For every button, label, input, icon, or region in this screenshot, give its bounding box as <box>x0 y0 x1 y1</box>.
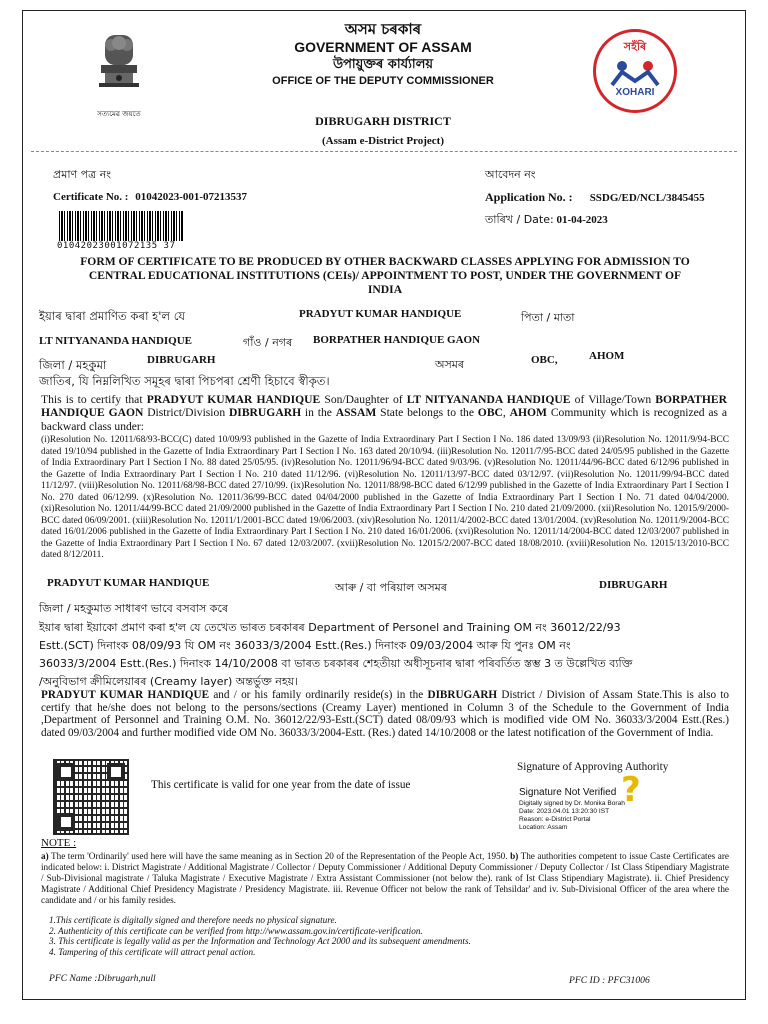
note-text <box>41 851 729 906</box>
note-label: NOTE : <box>41 837 77 849</box>
certify-text-6: State belongs to the <box>380 406 474 420</box>
validity-text: This certificate is valid for one year from the date of issue <box>151 779 411 791</box>
certify-text-2: Son/Daughter of <box>324 393 403 406</box>
state-emblem <box>91 31 147 118</box>
emblem-caption: সত্যমেৱ জয়তে <box>97 110 141 118</box>
residence-line-3: ইয়াৰ দ্বাৰা ইয়াকো প্ৰমাণ কৰা হ'ল যে তেখেত ভাৰত চৰকাৰৰ Department of Personel and Training OM নং 36012/22/93 <box>39 621 621 634</box>
certify-text-7: , <box>502 406 506 420</box>
village-name: BORPATHER HANDIQUE GAON <box>313 334 481 346</box>
barcode <box>59 211 183 241</box>
disclaimer-2: 2. Authenticity of this certificate can be verified from http://www.assam.gov.in/certificate-verification. <box>49 925 423 936</box>
application-number: SSDG/ED/NCL/3845455 <box>589 192 705 204</box>
residence-english-name: PRADYUT KUMAR HANDIQUE <box>41 689 210 701</box>
certify-category: OBC <box>477 406 503 420</box>
disclaimer-3: 3. This certificate is legally valid as per the Information and Technology Act 2000 and its subsequent amendments. <box>49 936 471 947</box>
certify-text-3: of Village/Town <box>574 393 652 406</box>
signature-line-2: Date: 2023.04.01 13:20:30 IST <box>519 808 610 815</box>
note-b-text: The authorities competent to issue Caste Certificates are indicated below: i. District Magistrate / Additional Magistrate / Collector / Deputy Commissioner / Additional Deputy Commissioner / Deputy Collector / Ist Class Stipendiary Magistrate / Sub-Divisional magistrate / Taluka Magistrate / Executive Magistrate / Extra Assistant Commissioner (not below the). rank of Ist Class Stipendiary Magistrate). ii. Chief Presidency Magistrate / Additional Chief Presidency Magistrate / Presidency Magistrate. iii. Revenue Officer not below the rank of Tehsildar' and iv. Sub-Divisional Officer of the area where the candidate and / or his family resides. <box>41 851 729 905</box>
district-label: জিলা / মহকুমা <box>39 358 107 372</box>
category: OBC, <box>531 354 558 366</box>
state-as: অসমৰ <box>435 358 465 371</box>
qr-code <box>53 759 129 835</box>
application-label: Application No. : <box>485 190 573 204</box>
office-title: OFFICE OF THE DEPUTY COMMISSIONER <box>272 75 494 87</box>
signature-not-verified: Signature Not Verified <box>519 787 617 798</box>
residence-line-4: Estt.(SCT) দিনাংক 08/09/93 যি OM নং 36033/3/2004 Estt.(Res.) দিনাংক 09/03/2004 আৰু যি পুনঃ OM নং <box>39 639 571 652</box>
certificate-number: 01042023-001-07213537 <box>135 191 248 203</box>
digital-signature-box <box>519 787 689 837</box>
application-label-as: আবেদন নং <box>485 168 536 181</box>
certify-text-1: This is to certify that <box>41 393 143 406</box>
certify-state: ASSAM <box>335 406 377 420</box>
applicant-name: PRADYUT KUMAR HANDIQUE <box>299 308 462 320</box>
resolutions-paragraph: (i)Resolution No. 12011/68/93-BCC(C) dated 10/09/93 published in the Gazette of India Extraordinary Part I Section I No. 186 dated 13/09/93 (ii)Resolution No. 12011/9/94-BCC dated 19/10/94 published in the Gazette of India Extraordinary Part I Section I No. 163 dated 20/10/94. (iii)Resolution No. 12011/7/95-BCC dated 24/05/95 published in the Gazette of India Extraordinary Part I Section I No. 88 dated 25/05/95. (iv)Resolution No. 12011/96/94-BCC dated 9/03/96. (v)Resolution No. 12011/44/96-BCC dated 6/12/96 published in the Gazette of India Extraordinary Part I Section I No. 210 dated 11/12/96. (vi)Resolution No. 12011/13/97-BCC dated 03/12/97. (vii)Resolution No. 12011/99/94-BCC dated 11/12/97. (viii)Resolution No. 12011/68/98-BCC dated 27/10/99. (ix)Resolution No. 12011/88/98-BCC dated 6/12/99 published in the Gazette of India Extraordinary Part I Section I No. 270 dated 06/12/99. (x)Resolution No. 12011/36/99-BCC dated 04/04/2000 published in the Gazette of India Extraordinary Part I Section I No. 71 dated 04/04/2000. (xi)Resolution No. 12011/44/99-BCC dated 21/09/2000 published in the Gazette of India Extraordinary Part I Section I No. 210 dated 21/09/2000. (xii)Resolution No. 12015/9/2000-BCC dated 06/09/2001. (xiii)Resolution No. 12011/1/2001-BCC dated 19/06/2003. (xiv)Resolution No. 12011/4/2002-BCC dated 13/01/2004. (xv)Resolution No. 12011/9/2004-BCC dated 16/01/2006 published in the Gazette of India Extraordinary Part I Section I No. 210 dated 16/01/2006. (xvi)Resolution No. 12011/14/2004-BCC dated 12/03/2007 published in the Gazette of India Extraordinary Part I Section I No. 67 dated 12/03/2007. (xvii)Resolution No. 12015/2/2007-BCC dated 18/08/2010. (xviii)Resolution No. 12015/13/2010-BCC dated 8/12/2011. <box>41 435 729 560</box>
residence-name: PRADYUT KUMAR HANDIQUE <box>47 577 210 589</box>
signature-line-1: Digitally signed by Dr. Monika Borah <box>519 800 625 807</box>
xohari-bottom-text: XOHARI <box>615 87 655 98</box>
community: AHOM <box>589 350 625 362</box>
district-name: DIBRUGARH <box>147 354 216 366</box>
certify-prefix-as: ইয়াৰ দ্বাৰা প্ৰমাণিত কৰা হ'ল যে <box>39 309 186 323</box>
approving-authority-label: Signature of Approving Authority <box>517 761 669 773</box>
question-mark-icon: ? <box>621 770 641 810</box>
people-icon <box>596 57 674 87</box>
barcode-text: 01042023001072135 37 <box>57 241 176 251</box>
pfc-id: PFC ID : PFC31006 <box>569 975 650 986</box>
note-b-label: b) <box>510 851 519 861</box>
disclaimers <box>49 915 729 957</box>
project-title: (Assam e-District Project) <box>322 135 444 147</box>
residence-line-2: জিলা / মহকুমাত সাধাৰণ ভাবে বসবাস কৰে <box>39 602 229 615</box>
disclaimer-1: 1.This certificate is digitally signed and therefore needs no physical signature. <box>49 915 337 925</box>
father-label: পিতা / মাতা <box>521 311 575 324</box>
issue-date: 01-04-2023 <box>556 214 608 226</box>
certificate-label-as: প্ৰমাণ পত্ৰ নং <box>53 168 112 181</box>
date-label: তাৰিখ / Date: <box>485 213 554 226</box>
residence-line-5: 36033/3/2004 Estt.(Res.) দিনাংক 14/10/2008 বা ভাৰত চৰকাৰৰ শেহতীয়া অধীসূচনাৰ দ্বাৰা পৰিবৰ্তিত স্তম্ভ 3 ত উল্লেখিত ব্যক্তি <box>39 657 633 670</box>
certify-community: AHOM <box>509 406 547 420</box>
residence-district: DIBRUGARH <box>599 579 668 591</box>
village-label: গাঁও / নগৰ <box>243 336 293 349</box>
lion-capital-icon <box>91 31 147 101</box>
xohari-top-text: সহঁৰি <box>623 40 647 53</box>
district-title: DIBRUGARH DISTRICT <box>315 114 451 128</box>
residence-family-label: আৰু / বা পৰিয়াল অসমৰ <box>335 581 447 594</box>
certify-village: BORPATHER HANDIQUE GAON <box>41 393 728 420</box>
english-residence-paragraph <box>41 689 729 739</box>
header-divider <box>31 151 737 152</box>
father-name: LT NITYANANDA HANDIQUE <box>39 335 193 347</box>
recognised-as: জাতিৰ, যি নিম্নলিখিত সমূহৰ দ্বাৰা পিচপৰা শ্ৰেণী হিচাবে স্বীকৃত। <box>39 374 330 388</box>
assamese-office-title: উপায়ুক্তৰ কাৰ্য্যালয় <box>332 57 434 72</box>
disclaimer-4: 4. Tampering of this certificate will attract penal action. <box>49 946 256 957</box>
residence-english-text-1: and / or his family ordinarily reside(s) in the <box>213 689 424 701</box>
residence-english-text-2: District / Division of Assam State.This is also to certify that he/she does not belong to the persons/sections (Creamy Layer) mentioned in Column 3 of the Schedule to the Government of India ,Department of Personnel and Training O.M. No. 36012/22/93-Estt.(SCT) dated 08/09/93 which is modified vide OM No. 36033/3/2004 Estt.(Res.) dated 09/03/2004 and further modified vide OM No. 36033/3/2004-Estt. (Res.) dated 14/10/2008 or the latest notification of the Government of India. <box>41 689 730 739</box>
pfc-name: PFC Name :Dibrugarh,null <box>49 973 156 984</box>
note-a-label: a) <box>41 851 49 861</box>
certify-name: PRADYUT KUMAR HANDIQUE <box>146 393 321 406</box>
signature-line-3: Reason: e-District Portal <box>519 816 591 823</box>
certificate-page <box>22 10 746 1000</box>
certify-text-8: Community which is recognized as a backward class under: <box>41 406 727 433</box>
certify-text-4: District/Division <box>147 406 226 420</box>
assamese-govt-title: অসম চৰকাৰ <box>344 20 422 38</box>
english-certify-paragraph <box>41 393 727 433</box>
residence-line-6: /অনুবিভাগ ক্ৰীমিলেয়াৰৰ (Creamy layer) অন্তৰ্ভুক্ত নহয়। <box>39 675 299 688</box>
form-title: FORM OF CERTIFICATE TO BE PRODUCED BY OTHER BACKWARD CLASSES APPLYING FOR ADMISSION TO CENTRAL EDUCATIONAL INSTITUTIONS (CEIs)/ APPOINTMENT TO POST, UNDER THE GOVERNMENT OF INDIA <box>80 255 690 296</box>
govt-title: GOVERNMENT OF ASSAM <box>294 39 472 55</box>
certify-text-5: in the <box>304 406 332 420</box>
xohari-logo <box>593 29 677 113</box>
signature-line-4: Location: Assam <box>519 824 568 831</box>
note-a-text: The term 'Ordinarily' used here will have the same meaning as in Section 20 of the Representation of the People Act, 1950. <box>51 851 508 861</box>
certificate-label: Certificate No. : <box>53 191 129 203</box>
certify-father: LT NITYANANDA HANDIQUE <box>406 393 571 406</box>
residence-english-district: DIBRUGARH <box>427 689 498 701</box>
certify-district: DIBRUGARH <box>228 406 302 420</box>
